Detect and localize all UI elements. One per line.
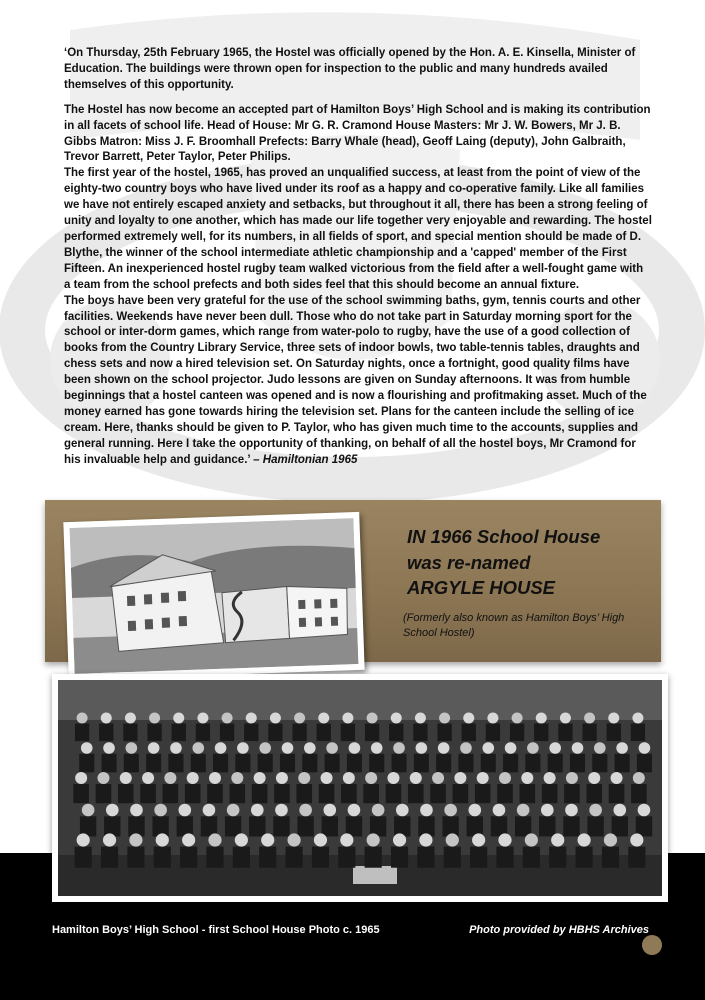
paragraph-facilities <box>64 294 652 469</box>
school-house-group-photo <box>52 674 668 902</box>
banner-heading-line-2: was re-named <box>407 551 531 573</box>
banner-heading-line-3: ARGYLE HOUSE <box>407 577 556 598</box>
hostel-building-photo <box>63 512 364 680</box>
page-marker-dot <box>642 935 662 955</box>
article-text <box>64 46 652 469</box>
paragraph-opening: ‘On Thursday, 25th February 1965, the Hostel was officially opened by the Hon. A. E. Kinsella, Minister of Education. The buildings were thrown open for inspection to the public and many hundreds availed themselves of this opportunity. <box>64 47 636 91</box>
photo-credit: Photo provided by HBHS Archives <box>469 924 649 936</box>
photo-caption: Hamilton Boys’ High School - first School House Photo c. 1965 <box>52 924 380 936</box>
banner-heading-line-1: IN 1966 School House <box>407 526 601 547</box>
facilities-text: The boys have been very grateful for the use of the school swimming baths, gym, tennis courts and other facilities. Weekends have never been dull. Those who do not take part in Saturday morning sport for the school or inter-dorm games, which range from water-polo to rugby, have the use of a good collection of books from the Country Library Service, three sets of indoor bowls, two table-tennis tables, draughts and chess sets and now a hired television set. On Saturday nights, once a fortnight, good quality films have been shown on the school projector. Judo lessons are given on Sunday afternoons. It was from humble beginnings that a hostel canteen was opened and is now a flourishing and profitmaking asset. Much of the money earned has gone towards hiring the television set. Plans for the canteen include the selling of ice cream. Here, thanks should be given to P. Taylor, who has given much time to the accounts, supplies and general running. Here I take the opportunity of thanking, on behalf of all the hostel boys, Mr Cramond for his invaluable help and guidance.’ – <box>64 294 647 466</box>
banner-subtext: (Formerly also known as Hamilton Boys’ High School Hostel) <box>403 612 625 639</box>
paragraph-first-year: The first year of the hostel, 1965, has proved an unqualified success, at least from the point of view of the eighty-two country boys who have lived under its roof as a happy and co-operative family. Like all families we have not entirely escaped anxiety and setbacks, but throughout it all, there has been a strong feeling of unity and loyalty to one another, which has made our life together very enjoyable and rewarding. The hostel performed extremely well, for its numbers, in all fields of sport, and special mention should be made of D. Blythe, the winner of the school intermediate athletic championship and a 'capped' member of the First Fifteen. An inexperienced hostel rugby team walked victorious from the field after a well-fought game with a team from the school prefects and both sides feel that this should become an annual fixture. <box>64 167 652 291</box>
banner-heading <box>407 524 657 601</box>
source-citation: Hamiltonian 1965 <box>262 453 358 466</box>
paragraph-hostel-staff: The Hostel has now become an accepted part of Hamilton Boys’ High School and is making its contribution in all facets of school life. Head of House: Mr G. R. Cramond House Masters: Mr J. W. Bowers, Mr J. B. Gibbs Matron: Miss J. F. Broomhall Prefects: Barry Whale (head), Geoff Laing (deputy), John Galbraith, Trevor Barrett, Peter Taylor, Peter Philips. <box>64 103 651 164</box>
